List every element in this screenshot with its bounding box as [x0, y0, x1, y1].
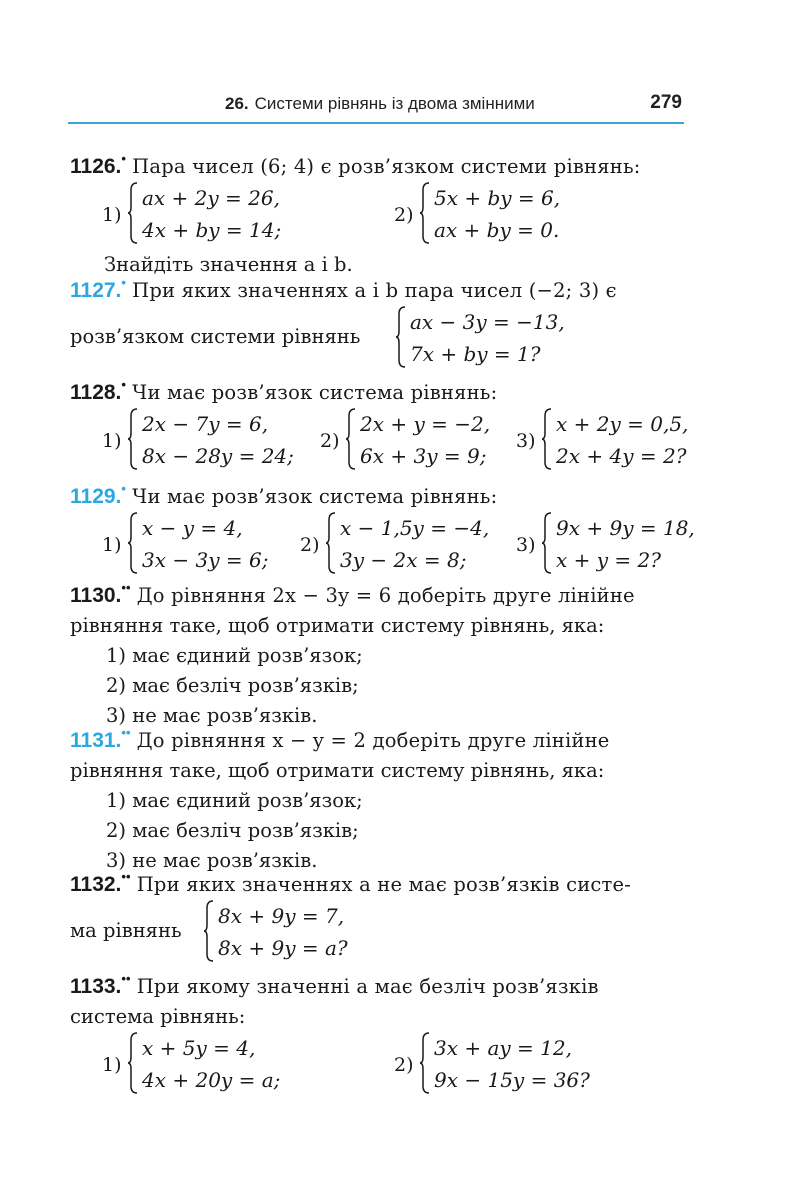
section-heading	[225, 94, 535, 114]
problem-1127	[70, 270, 686, 370]
problem-text-continued: система рівнянь:	[70, 1005, 246, 1028]
problem-text: До рівняння 2x − 3y = 6 доберіть друге лінійне	[136, 584, 635, 607]
list-item: 2) має безліч розв’язків;	[106, 674, 359, 697]
system-label: 1)	[102, 1054, 122, 1076]
problem-1126	[70, 146, 686, 280]
list-item: 2) має безліч розв’язків;	[106, 819, 359, 842]
problem-text: При яких значеннях a не має розв’язків систе-	[136, 873, 632, 896]
equation: ax + by = 0.	[434, 218, 560, 242]
problem-text: Чи має розв’язок система рівнянь:	[132, 485, 498, 508]
systems-row	[102, 512, 695, 576]
systems-row	[70, 900, 686, 964]
system-label: 2)	[394, 204, 414, 226]
left-brace-icon	[542, 512, 552, 574]
left-brace-icon	[396, 306, 406, 368]
problem-1131	[70, 720, 686, 876]
problem-question: Знайдіть значення a і b.	[104, 253, 353, 276]
equation: 3x + ay = 12,	[434, 1036, 572, 1060]
systems-row	[102, 182, 686, 246]
list-item: 1) має єдиний розв’язок;	[106, 789, 363, 812]
problem-number: 1133.••	[70, 971, 131, 998]
left-brace-icon	[128, 512, 138, 574]
left-brace-icon	[326, 512, 336, 574]
equation: 4x + 20y = a;	[142, 1068, 281, 1092]
equation: 9x + 9y = 18,	[556, 516, 695, 540]
equation: 8x + 9y = 7,	[218, 904, 345, 928]
problem-1130	[70, 575, 686, 731]
page-header	[68, 88, 684, 124]
problem-text-continued: ма рівнянь	[70, 919, 182, 942]
problem-1133	[70, 966, 686, 1096]
problem-text: При яких значеннях a і b пара чисел (−2; 3) є	[132, 279, 617, 302]
system-label: 2)	[394, 1054, 414, 1076]
equation: ax + 2y = 26,	[142, 186, 280, 210]
problem-1132	[70, 864, 686, 964]
left-brace-icon	[128, 182, 138, 244]
equation: x − 1,5y = −4,	[340, 516, 490, 540]
left-brace-icon	[204, 900, 214, 962]
left-brace-icon	[346, 408, 356, 470]
section-title: Системи рівнянь із двома змінними	[254, 94, 535, 113]
left-brace-icon	[420, 182, 430, 244]
list-item: 1) має єдиний розв’язок;	[106, 644, 363, 667]
system-label: 2)	[300, 534, 320, 556]
systems-row	[70, 306, 686, 370]
equation: x + 5y = 4,	[142, 1036, 256, 1060]
equation: 6x + 3y = 9;	[360, 444, 487, 468]
left-brace-icon	[128, 1032, 138, 1094]
equation: 2x − 7y = 6,	[142, 412, 269, 436]
problem-number: 1126.•	[70, 151, 126, 178]
equation: 2x + y = −2,	[360, 412, 491, 436]
left-brace-icon	[128, 408, 138, 470]
systems-row	[102, 1032, 686, 1096]
problem-text: До рівняння x − y = 2 доберіть друге лінійне	[136, 729, 610, 752]
problem-number: 1130.••	[70, 580, 131, 607]
left-brace-icon	[542, 408, 552, 470]
list-item: 3) не має розв’язків.	[106, 704, 318, 727]
equation: 4x + by = 14;	[142, 218, 282, 242]
equation: 8x + 9y = a?	[218, 936, 348, 960]
equation: 5x + by = 6,	[434, 186, 561, 210]
equation: x + 2y = 0,5,	[556, 412, 689, 436]
equation: 7x + by = 1?	[410, 342, 541, 366]
problem-text: Пара чисел (6; 4) є розв’язком системи рівнянь:	[132, 155, 641, 178]
problem-number: 1128.•	[70, 377, 126, 404]
problem-text: При якому значенні a має безліч розв’язків	[136, 975, 599, 998]
systems-row	[102, 408, 689, 472]
problem-number: 1132.••	[70, 869, 131, 896]
left-brace-icon	[420, 1032, 430, 1094]
equation: ax − 3y = −13,	[410, 310, 565, 334]
problem-number: 1129.•	[70, 481, 126, 508]
problem-text-continued: рівняння таке, щоб отримати систему рівнянь, яка:	[70, 759, 605, 782]
equation: 3x − 3y = 6;	[142, 548, 269, 572]
problem-1129	[70, 476, 695, 576]
equation: x + y = 2?	[556, 548, 661, 572]
system-label: 2)	[320, 430, 340, 452]
system-label: 3)	[516, 534, 536, 556]
system-label: 1)	[102, 534, 122, 556]
system-label: 3)	[516, 430, 536, 452]
equation: x − y = 4,	[142, 516, 243, 540]
problem-number: 1131.••	[70, 725, 131, 752]
list-item: 3) не має розв’язків.	[106, 849, 318, 872]
equation: 8x − 28y = 24;	[142, 444, 294, 468]
problem-text: Чи має розв’язок система рівнянь:	[132, 381, 498, 404]
problem-number: 1127.•	[70, 275, 126, 302]
equation: 2x + 4y = 2?	[556, 444, 687, 468]
equation: 3y − 2x = 8;	[340, 548, 467, 572]
system-label: 1)	[102, 204, 122, 226]
section-number: 26.	[225, 94, 249, 113]
equation: 9x − 15y = 36?	[434, 1068, 590, 1092]
problem-text-continued: рівняння таке, щоб отримати систему рівнянь, яка:	[70, 614, 605, 637]
system-label: 1)	[102, 430, 122, 452]
problem-1128	[70, 372, 689, 472]
page-number: 279	[650, 92, 682, 113]
problem-text-continued: розв’язком системи рівнянь	[70, 325, 361, 348]
